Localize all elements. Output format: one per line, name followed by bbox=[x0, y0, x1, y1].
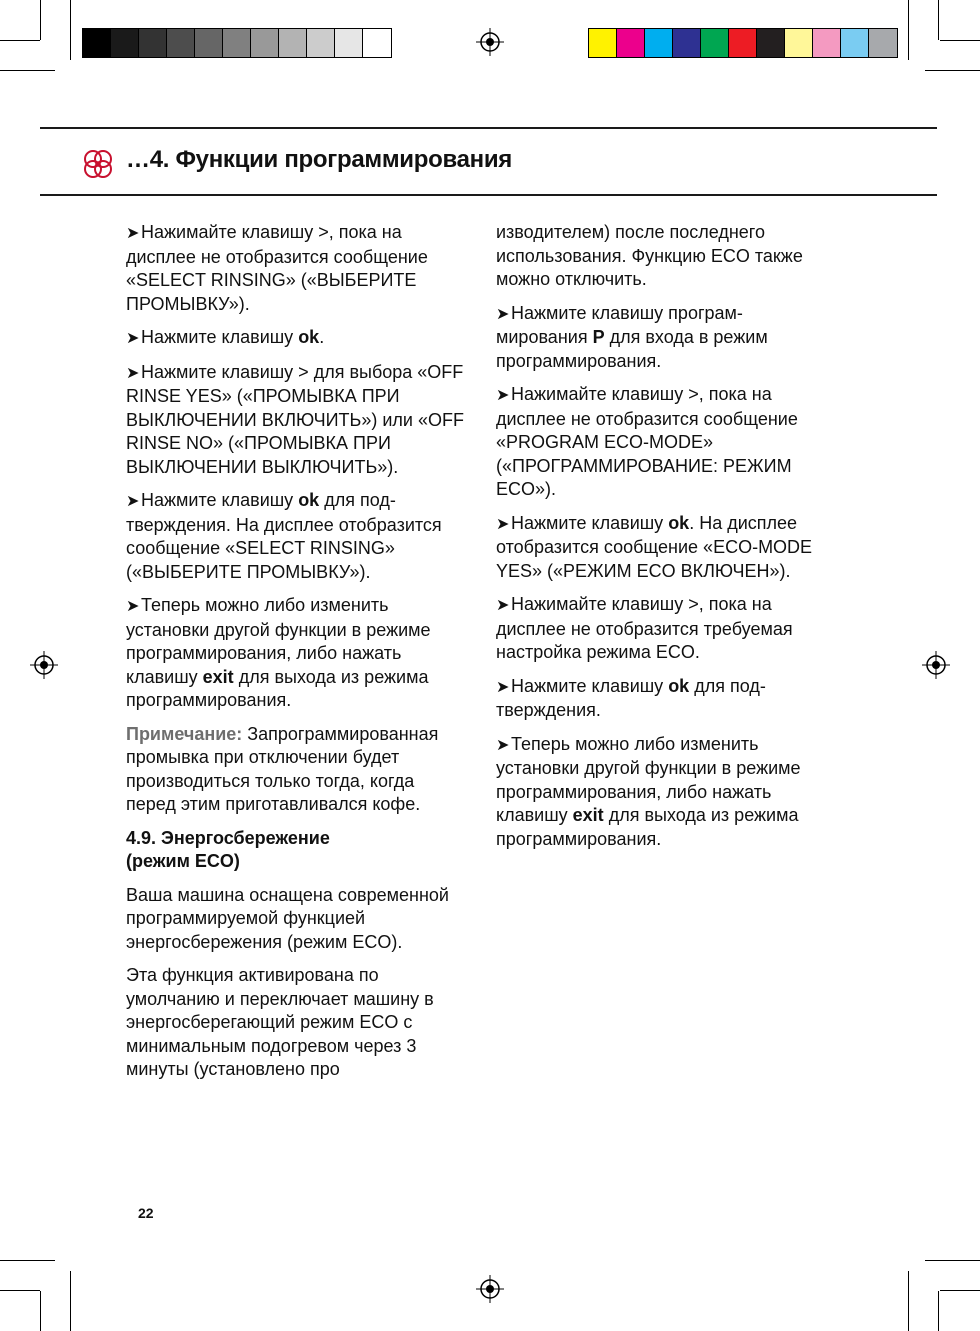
arrow-bullet-icon: ➤ bbox=[126, 598, 140, 615]
gray-bar-swatch bbox=[335, 29, 363, 57]
page-number: 22 bbox=[138, 1205, 154, 1221]
gray-bar-swatch bbox=[139, 29, 167, 57]
note-paragraph: Примечание: Запрограммированная промывка при отключении будет производиться только тогда, когда перед этим приготавливался кофе. bbox=[126, 723, 439, 814]
crop-mark-top-left-v2 bbox=[70, 0, 71, 60]
crop-mark-top-right-v bbox=[938, 0, 939, 40]
left-bullet-5: ➤Теперь можно либо изменить установки другой функции в режиме программирования, либо нажать клавишу exit для выхода из режима программирования. bbox=[126, 595, 431, 710]
color-bar-swatch bbox=[701, 29, 729, 57]
crop-mark-bottom-left-h bbox=[0, 1290, 40, 1291]
crop-mark-top-right-v2 bbox=[908, 0, 909, 60]
gray-bar-swatch bbox=[83, 29, 111, 57]
color-bar-swatch bbox=[589, 29, 617, 57]
grayscale-bar bbox=[82, 28, 392, 58]
crop-mark-bottom-right-v2 bbox=[908, 1271, 909, 1331]
color-bar-swatch bbox=[785, 29, 813, 57]
note-label: Примечание: bbox=[126, 723, 243, 744]
section-title: …4. Функции программирования bbox=[126, 146, 512, 173]
gray-bar-swatch bbox=[223, 29, 251, 57]
left-bullet-2: ➤Нажмите клавишу ok. bbox=[126, 326, 464, 351]
right-bullet-4: ➤Нажимайте клавишу >, пока на дисплее не отобразится требуемая настройка режима ECO. bbox=[496, 594, 793, 662]
right-bullet-5: ➤Нажмите клавишу ok для подтверждения. bbox=[496, 675, 766, 720]
section-heading-eco: 4.9. Энергосбережение (режим ECO) bbox=[126, 827, 330, 871]
crop-mark-bottom-left-v bbox=[40, 1291, 41, 1331]
right-bullet-2: ➤Нажимайте клавишу >, пока на дисплее не отобразится сообщение «PROGRAM ECO-MODE» («ПРОГРАММИРОВАНИЕ: РЕЖИМ ECO»). bbox=[496, 384, 798, 499]
eco-paragraph-2: Эта функция активирована по умолчанию и переключает машину в энергосберегающий режим ECO с минимальным подогревом через 3 минуты (установлено про bbox=[126, 965, 434, 1079]
crop-mark-top-left-h2 bbox=[0, 70, 55, 71]
crop-mark-top-left-h bbox=[0, 40, 40, 41]
crop-mark-bottom-right-h2 bbox=[925, 1260, 980, 1261]
color-bar-swatch bbox=[729, 29, 757, 57]
right-bullet-6: ➤Теперь можно либо изменить установки другой функции в режиме программирования, либо нажать клавишу exit для выхода из режима программирования. bbox=[496, 733, 801, 849]
registration-mark-left-icon bbox=[30, 651, 58, 679]
arrow-bullet-icon: ➤ bbox=[126, 225, 140, 242]
crop-mark-bottom-left-v2 bbox=[70, 1271, 71, 1331]
gray-bar-swatch bbox=[251, 29, 279, 57]
arrow-bullet-icon: ➤ bbox=[496, 515, 510, 533]
color-bar-swatch bbox=[617, 29, 645, 57]
right-continuation: изводителем) после последнего использования. Функцию ECO также можно отключить. bbox=[496, 222, 803, 289]
arrow-bullet-icon: ➤ bbox=[126, 330, 140, 347]
right-column bbox=[496, 221, 826, 861]
left-bullet-3: ➤Нажмите клавишу > для выбора «OFF RINSE YES» («ПРОМЫВКА ПРИ ВЫКЛЮЧЕНИИ ВКЛЮЧИТЬ») или «OFF RINSE NO» («ПРОМЫВКА ПРИ ВЫКЛЮЧЕНИИ ВЫКЛЮЧИТЬ»). bbox=[126, 361, 464, 477]
color-bar-swatch bbox=[673, 29, 701, 57]
color-bar-swatch bbox=[813, 29, 841, 57]
crop-mark-bottom-right-v bbox=[938, 1291, 939, 1331]
registration-mark-top-icon bbox=[476, 28, 504, 56]
arrow-bullet-icon: ➤ bbox=[496, 387, 510, 404]
crop-mark-top-left-v bbox=[40, 0, 41, 40]
right-bullet-3: ➤Нажмите клавишу ok. На дисплее отобразится сообщение «ECO-MODE YES» («РЕЖИМ ECO ВКЛЮЧЕН»). bbox=[496, 512, 813, 581]
registration-mark-bottom-icon bbox=[476, 1275, 504, 1303]
color-bar-swatch bbox=[869, 29, 897, 57]
left-bullet-1: ➤Нажимайте клавишу >, пока на дисплее не отобразится сообщение «SELECT RINSING» («ВЫБЕРИТЕ ПРОМЫВКУ»). bbox=[126, 222, 428, 314]
arrow-bullet-icon: ➤ bbox=[126, 493, 140, 510]
registration-mark-right-icon bbox=[922, 651, 950, 679]
arrow-bullet-icon: ➤ bbox=[496, 597, 510, 614]
gray-bar-swatch bbox=[111, 29, 139, 57]
left-bullet-4: ➤Нажмите клавишу ok для подтверждения. На дисплее отобразится сообщение «SELECT RINSING» («ВЫБЕРИТЕ ПРОМЫВКУ»). bbox=[126, 490, 442, 582]
color-bar-swatch bbox=[645, 29, 673, 57]
eco-paragraph-1: Ваша машина оснащена современной программируемой функцией энергосбережения (режим ECO). bbox=[126, 884, 449, 952]
gray-bar-swatch bbox=[167, 29, 195, 57]
left-column bbox=[126, 221, 464, 1092]
header-rule-bottom bbox=[40, 194, 937, 196]
color-bar-swatch bbox=[757, 29, 785, 57]
arrow-bullet-icon: ➤ bbox=[126, 364, 140, 382]
crop-mark-bottom-left-h2 bbox=[0, 1260, 55, 1261]
color-bar-swatch bbox=[841, 29, 869, 57]
crop-mark-top-right-h2 bbox=[925, 70, 980, 71]
right-bullet-1: ➤Нажмите клавишу программирования P для входа в режим программирования. bbox=[496, 302, 768, 371]
gray-bar-swatch bbox=[279, 29, 307, 57]
brand-knot-logo-icon bbox=[80, 146, 116, 182]
gray-bar-swatch bbox=[195, 29, 223, 57]
gray-bar-swatch bbox=[307, 29, 335, 57]
header-rule-top bbox=[40, 127, 937, 129]
gray-bar-swatch bbox=[363, 29, 391, 57]
arrow-bullet-icon: ➤ bbox=[496, 305, 510, 323]
arrow-bullet-icon: ➤ bbox=[496, 736, 510, 754]
color-bar bbox=[588, 28, 898, 58]
crop-mark-top-right-h bbox=[940, 40, 980, 41]
crop-mark-bottom-right-h bbox=[940, 1290, 980, 1291]
arrow-bullet-icon: ➤ bbox=[496, 678, 510, 696]
